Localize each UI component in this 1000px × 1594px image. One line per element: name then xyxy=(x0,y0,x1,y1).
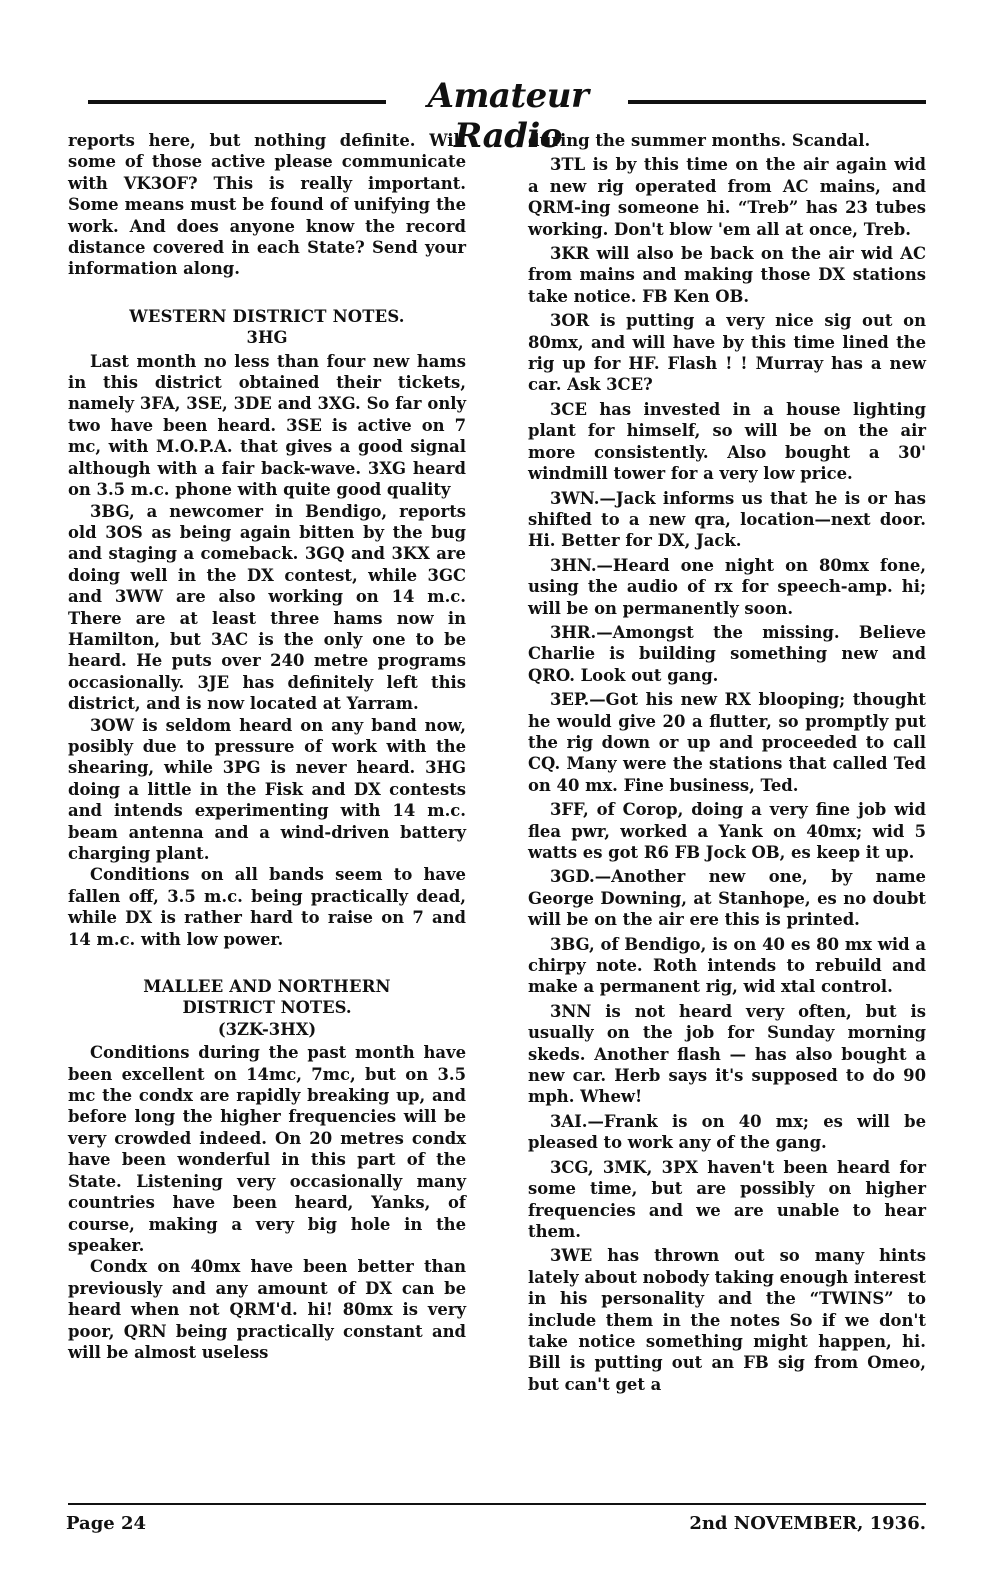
right-paragraph: 3CG, 3MK, 3PX haven't been heard for some time, but are possibly on higher frequencies and we are unable to hear them. xyxy=(528,1157,926,1241)
right-paragraph: 3TL is by this time on the air again wid a new rig operated from AC mains, and QRM-ing someone hi. “Treb” has 23 tubes working. Don't blow 'em all at once, Treb. xyxy=(528,155,926,239)
mallee-heading-line1: MALLEE AND NORTHERN xyxy=(143,977,391,997)
mallee-byline: (3ZK-3HX) xyxy=(217,1019,317,1039)
right-paragraph: 3KR will also be back on the air wid AC from mains and making those DX stations take notice. FB Ken OB. xyxy=(528,244,926,306)
western-paragraph: 3OW is seldom heard on any band now, posibly due to pressure of work with the shearing, while 3PG is never heard. 3HG doing a little in the Fisk and DX contests and intends experimenting with 14 m.c. beam antenna and a wind-driven battery charging plant. xyxy=(68,715,466,863)
intro-paragraph: reports here, but nothing definite. Will some of those active please communicate with VK3OF? This is really important. Some means must be found of unifying the work. And does anyone know the record distance covered in each State? Send your information along. xyxy=(68,131,466,279)
mallee-paragraph: Condx on 40mx have been better than previously and any amount of DX can be heard when not QRM'd. hi! 80mx is very poor, QRN being practically constant and will be almost useless xyxy=(68,1257,466,1362)
page-number: Page 24 xyxy=(66,1513,147,1534)
left-column xyxy=(68,130,466,1363)
right-paragraph: during the summer months. Scandal. xyxy=(528,131,871,150)
masthead-rule-right xyxy=(628,100,926,104)
masthead-title: Amateur Radio xyxy=(388,76,628,156)
western-paragraph: Last month no less than four new hams in this district obtained their tickets, namely 3FA, 3SE, 3DE and 3XG. So far only two have been heard. 3SE is active on 7 mc, with M.O.P.A. that gives a good signal although with a fair back-wave. 3XG heard on 3.5 m.c. phone with quite good quality xyxy=(68,351,466,500)
western-district-heading: WESTERN DISTRICT NOTES. xyxy=(129,306,405,326)
western-paragraph: 3BG, a newcomer in Bendigo, reports old 3OS as being again bitten by the bug and staging a comeback. 3GQ and 3KX are doing well in the DX contest, while 3GC and 3WW are also working on 14 m.c. There are at least three hams now in Hamilton, but 3AC is the only one to be heard. He puts over 240 metre programs occasionally. 3JE has definitely left this district, and is now located at Yarram. xyxy=(68,501,466,714)
right-paragraph: 3CE has invested in a house lighting plant for himself, so will be on the air more consistently. Also bought a 30' windmill tower for a very low price. xyxy=(528,399,926,484)
right-paragraph: 3WE has thrown out so many hints lately about nobody taking enough interest in his personality and the “TWINS” to include them in the notes So if we don't take notice something might happen, hi. Bill is putting out an FB sig from Omeo, but can't get a xyxy=(528,1246,926,1394)
right-paragraph: 3OR is putting a very nice sig out on 80mx, and will have by this time lined the rig up for HF. Flash ! ! Murray has a new car. Ask 3CE? xyxy=(528,311,926,395)
right-paragraph: 3GD.—Another new one, by name George Downing, at Stanhope, es no doubt will be on the air ere this is printed. xyxy=(528,867,926,930)
mallee-paragraph: Conditions during the past month have been excellent on 14mc, 7mc, but on 3.5 mc the condx are rapidly breaking up, and before long the higher frequencies will be very crowded indeed. On 20 metres condx have been wonderful in this part of the State. Listening very occasionally many countries have been heard, Yanks, of course, making a very big hole in the speaker. xyxy=(68,1043,466,1255)
right-paragraph: 3WN.—Jack informs us that he is or has shifted to a new qra, location—next door. Hi. Better for DX, Jack. xyxy=(528,488,926,551)
issue-date: 2nd NOVEMBER, 1936. xyxy=(689,1513,926,1534)
western-paragraph: Conditions on all bands seem to have fallen off, 3.5 m.c. being practically dead, while DX is rather hard to raise on 7 and 14 m.c. with low power. xyxy=(68,865,466,949)
right-paragraph: 3BG, of Bendigo, is on 40 es 80 mx wid a chirpy note. Roth intends to rebuild and make a permanent rig, wid xtal control. xyxy=(528,934,926,997)
right-paragraph: 3HR.—Amongst the missing. Believe Charlie is building something new and QRO. Look out gang. xyxy=(528,622,926,685)
masthead-rule-left xyxy=(88,100,386,104)
mallee-heading-line2: DISTRICT NOTES. xyxy=(182,998,352,1018)
footer-rule xyxy=(68,1503,926,1505)
right-paragraph: 3HN.—Heard one night on 80mx fone, using the audio of rx for speech-amp. hi; will be on permanently soon. xyxy=(528,555,926,618)
right-paragraph: 3NN is not heard very often, but is usually on the job for Sunday morning skeds. Another flash — has also bought a new car. Herb says it's supposed to do 90 mph. Whew! xyxy=(528,1001,926,1107)
right-paragraph: 3EP.—Got his new RX blooping; thought he would give 20 a flutter, so promptly put the rig down or up and proceeded to call CQ. Many were the stations that called Ted on 40 mx. Fine business, Ted. xyxy=(528,690,926,795)
western-district-byline: 3HG xyxy=(246,328,288,348)
right-paragraph: 3AI.—Frank is on 40 mx; es will be pleased to work any of the gang. xyxy=(528,1111,926,1153)
right-paragraph: 3FF, of Corop, doing a very fine job wid flea pwr, worked a Yank on 40mx; wid 5 watts es got R6 FB Jock OB, es keep it up. xyxy=(528,800,926,862)
right-column xyxy=(528,130,926,1398)
